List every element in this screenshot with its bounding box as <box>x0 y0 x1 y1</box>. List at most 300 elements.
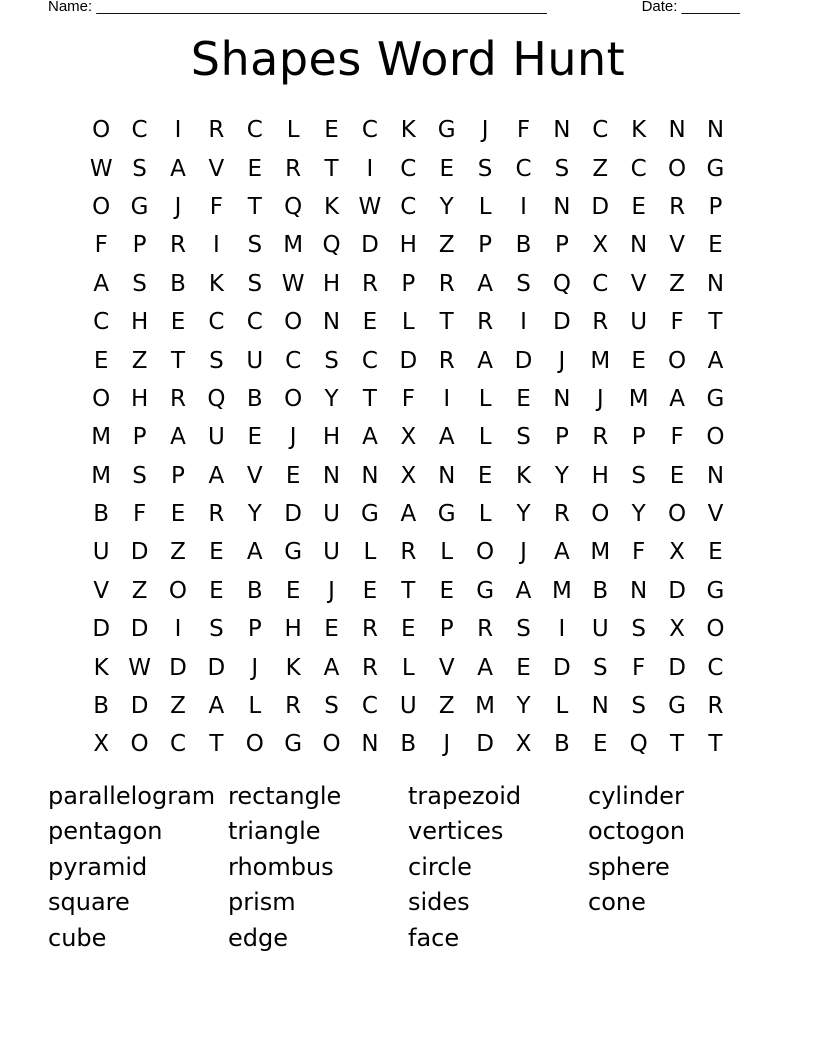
grid-letter[interactable]: F <box>132 501 147 528</box>
grid-letter[interactable]: R <box>361 270 378 297</box>
grid-letter[interactable]: T <box>247 193 262 220</box>
grid-letter[interactable]: S <box>247 270 263 297</box>
grid-letter[interactable]: Y <box>554 462 569 489</box>
grid-letter[interactable]: Z <box>170 539 186 566</box>
grid-letter[interactable]: N <box>630 232 648 259</box>
grid-letter[interactable]: G <box>361 501 379 528</box>
grid-letter[interactable]: T <box>439 309 454 336</box>
grid-letter[interactable]: L <box>401 309 415 336</box>
grid-letter[interactable]: C <box>246 309 263 336</box>
grid-letter[interactable]: K <box>93 654 109 681</box>
grid-letter[interactable]: S <box>209 347 224 374</box>
grid-letter[interactable]: P <box>132 232 147 259</box>
grid-letter[interactable]: O <box>130 731 149 758</box>
grid-letter[interactable]: L <box>478 501 492 528</box>
word-bank-item: triangle <box>228 817 321 846</box>
grid-letter[interactable]: O <box>668 501 687 528</box>
grid-letter[interactable]: L <box>555 693 569 720</box>
grid-letter[interactable]: E <box>247 424 263 451</box>
grid-letter[interactable]: C <box>246 117 263 144</box>
grid-letter[interactable]: I <box>558 616 566 643</box>
grid-letter[interactable]: N <box>630 577 648 604</box>
grid-letter[interactable]: E <box>593 731 608 758</box>
grid-letter[interactable]: G <box>668 693 686 720</box>
grid-letter[interactable]: K <box>208 270 224 297</box>
grid-letter[interactable]: X <box>592 232 609 259</box>
grid-letter[interactable]: T <box>401 577 416 604</box>
grid-letter[interactable]: G <box>706 155 725 182</box>
grid-letter[interactable]: N <box>668 117 686 144</box>
grid-letter[interactable]: N <box>322 309 341 336</box>
grid-letter[interactable]: U <box>399 693 417 720</box>
grid-letter[interactable]: E <box>285 577 301 604</box>
grid-letter[interactable]: X <box>93 731 110 758</box>
grid-letter[interactable]: C <box>169 731 186 758</box>
grid-letter[interactable]: L <box>248 693 262 720</box>
grid-letter[interactable]: U <box>591 616 609 643</box>
grid-letter[interactable]: Z <box>592 155 609 182</box>
grid-letter[interactable]: Y <box>439 193 454 220</box>
grid-letter[interactable]: S <box>324 693 339 720</box>
grid-letter[interactable]: I <box>366 155 374 182</box>
grid-letter[interactable]: G <box>284 539 303 566</box>
grid-letter[interactable]: S <box>132 270 147 297</box>
grid-letter[interactable]: F <box>632 654 646 681</box>
grid-letter[interactable]: R <box>285 155 302 182</box>
grid-letter[interactable]: E <box>439 577 454 604</box>
grid-letter[interactable]: E <box>170 501 186 528</box>
grid-letter[interactable]: F <box>632 539 646 566</box>
grid-letter[interactable]: D <box>514 347 533 374</box>
grid-letter[interactable]: P <box>554 232 569 259</box>
grid-letter[interactable]: Q <box>322 232 341 259</box>
grid-letter[interactable]: N <box>706 117 725 144</box>
grid-letter[interactable]: Y <box>324 385 339 412</box>
grid-letter[interactable]: L <box>363 539 377 566</box>
grid-letter[interactable]: V <box>438 654 455 681</box>
grid-letter[interactable]: Q <box>552 270 571 297</box>
grid-letter[interactable]: T <box>708 309 723 336</box>
grid-letter[interactable]: V <box>208 155 225 182</box>
grid-letter[interactable]: S <box>592 654 608 681</box>
grid-letter[interactable]: R <box>285 693 302 720</box>
grid-letter[interactable]: G <box>476 577 495 604</box>
grid-letter[interactable]: S <box>631 693 646 720</box>
grid-letter[interactable]: P <box>708 193 723 220</box>
grid-letter[interactable]: T <box>708 731 723 758</box>
grid-letter[interactable]: D <box>130 616 149 643</box>
grid-letter[interactable]: G <box>706 577 725 604</box>
grid-letter[interactable]: B <box>515 232 532 259</box>
grid-letter[interactable]: T <box>670 731 685 758</box>
grid-letter[interactable]: O <box>591 501 610 528</box>
grid-letter[interactable]: V <box>630 270 647 297</box>
grid-letter[interactable]: F <box>670 309 684 336</box>
grid-letter[interactable]: R <box>438 270 455 297</box>
word-bank-item: vertices <box>408 817 504 846</box>
grid-letter[interactable]: A <box>669 385 685 412</box>
grid-letter[interactable]: X <box>400 462 417 489</box>
grid-letter[interactable]: E <box>362 577 378 604</box>
grid-letter[interactable]: A <box>515 577 532 604</box>
grid-letter[interactable]: K <box>285 654 301 681</box>
grid-letter[interactable]: B <box>170 270 186 297</box>
word-bank-item: circle <box>408 852 472 881</box>
grid-letter[interactable]: O <box>168 577 188 604</box>
grid-letter[interactable]: D <box>361 232 379 259</box>
grid-letter[interactable]: Z <box>438 232 455 259</box>
grid-letter[interactable]: C <box>400 155 417 182</box>
grid-letter[interactable]: D <box>668 654 686 681</box>
grid-letter[interactable]: D <box>591 193 610 220</box>
grid-letter[interactable]: Y <box>516 693 531 720</box>
grid-letter[interactable]: O <box>668 155 687 182</box>
grid-letter[interactable]: Y <box>247 501 262 528</box>
grid-letter[interactable]: B <box>400 731 417 758</box>
grid-letter[interactable]: X <box>515 731 532 758</box>
grid-letter[interactable]: V <box>93 577 110 604</box>
grid-letter[interactable]: L <box>286 117 300 144</box>
grid-letter[interactable]: D <box>399 347 418 374</box>
grid-letter[interactable]: M <box>590 347 611 374</box>
grid-letter[interactable]: R <box>361 654 378 681</box>
grid-letter[interactable]: G <box>130 193 149 220</box>
grid-letter[interactable]: P <box>554 424 569 451</box>
grid-letter[interactable]: I <box>174 117 182 144</box>
grid-letter[interactable]: J <box>520 539 527 566</box>
grid-letter[interactable]: V <box>246 462 263 489</box>
grid-letter[interactable]: K <box>323 193 340 220</box>
date-field[interactable]: Date: _______ <box>641 0 740 15</box>
word-bank-item: trapezoid <box>408 782 522 810</box>
grid-letter[interactable]: E <box>708 232 723 259</box>
grid-letter[interactable]: J <box>481 117 489 144</box>
grid-letter[interactable]: F <box>209 193 223 220</box>
grid-letter[interactable]: U <box>92 539 110 566</box>
grid-letter[interactable]: A <box>438 424 455 451</box>
grid-letter[interactable]: D <box>92 616 111 643</box>
page-title: Shapes Word Hunt <box>190 32 626 86</box>
grid-letter[interactable]: N <box>553 117 571 144</box>
grid-letter[interactable]: S <box>324 347 339 374</box>
grid-letter[interactable]: X <box>400 424 417 451</box>
grid-letter[interactable]: S <box>247 232 263 259</box>
grid-letter[interactable]: R <box>438 347 455 374</box>
grid-letter[interactable]: C <box>400 193 417 220</box>
grid-letter[interactable]: O <box>284 309 303 336</box>
grid-letter[interactable]: D <box>553 309 571 336</box>
grid-letter[interactable]: N <box>553 193 571 220</box>
grid-letter[interactable]: A <box>477 347 493 374</box>
grid-letter[interactable]: R <box>592 309 609 336</box>
grid-letter[interactable]: J <box>558 347 566 374</box>
grid-letter[interactable]: I <box>520 309 527 336</box>
grid-letter[interactable]: E <box>362 309 378 336</box>
grid-letter[interactable]: P <box>631 424 646 451</box>
grid-letter[interactable]: E <box>93 347 109 374</box>
grid-letter[interactable]: H <box>130 385 149 412</box>
grid-letter[interactable]: T <box>324 155 339 182</box>
grid-letter[interactable]: P <box>478 232 493 259</box>
grid-letter[interactable]: R <box>553 501 570 528</box>
grid-letter[interactable]: F <box>516 117 531 144</box>
grid-letter[interactable]: K <box>400 117 416 144</box>
grid-letter[interactable]: R <box>592 424 609 451</box>
grid-letter[interactable]: E <box>401 616 416 643</box>
grid-letter[interactable]: H <box>284 616 302 643</box>
grid-letter[interactable]: B <box>93 693 110 720</box>
grid-letter[interactable]: F <box>401 385 415 412</box>
grid-letter[interactable]: M <box>283 232 304 259</box>
grid-letter[interactable]: F <box>94 232 108 259</box>
grid-letter[interactable]: M <box>475 693 496 720</box>
grid-letter[interactable]: W <box>358 193 382 220</box>
grid-letter[interactable]: S <box>631 462 646 489</box>
grid-letter[interactable]: O <box>284 385 303 412</box>
grid-letter[interactable]: J <box>328 577 335 604</box>
grid-letter[interactable]: M <box>628 385 649 412</box>
grid-letter[interactable]: G <box>437 117 456 144</box>
grid-letter[interactable]: N <box>361 731 379 758</box>
grid-letter[interactable]: B <box>93 501 110 528</box>
grid-letter[interactable]: N <box>553 385 571 412</box>
grid-letter[interactable]: S <box>477 155 493 182</box>
grid-letter[interactable]: G <box>437 501 456 528</box>
grid-letter[interactable]: O <box>476 539 495 566</box>
grid-letter[interactable]: A <box>170 155 186 182</box>
grid-letter[interactable]: Y <box>516 501 531 528</box>
grid-letter[interactable]: R <box>169 385 186 412</box>
grid-letter[interactable]: C <box>361 347 378 374</box>
grid-letter[interactable]: P <box>132 424 147 451</box>
grid-letter[interactable]: R <box>477 309 494 336</box>
grid-letter[interactable]: E <box>285 462 301 489</box>
grid-letter[interactable]: E <box>324 616 339 643</box>
grid-letter[interactable]: E <box>516 385 531 412</box>
grid-letter[interactable]: O <box>706 616 725 643</box>
grid-letter[interactable]: P <box>171 462 185 489</box>
grid-letter[interactable]: D <box>169 654 187 681</box>
name-field[interactable]: Name: ______________________________________________________ <box>48 0 547 15</box>
grid-letter[interactable]: D <box>668 577 686 604</box>
grid-letter[interactable]: H <box>322 424 341 451</box>
grid-letter[interactable]: T <box>170 347 185 374</box>
grid-letter[interactable]: P <box>401 270 416 297</box>
grid-letter[interactable]: B <box>246 385 263 412</box>
grid-letter[interactable]: D <box>476 731 494 758</box>
grid-letter[interactable]: J <box>174 193 182 220</box>
grid-letter[interactable]: O <box>668 347 687 374</box>
grid-letter[interactable]: Y <box>631 501 646 528</box>
grid-letter[interactable]: C <box>592 117 609 144</box>
grid-letter[interactable]: J <box>596 385 604 412</box>
grid-letter[interactable]: O <box>245 731 264 758</box>
grid-letter[interactable]: H <box>591 462 609 489</box>
grid-letter[interactable]: A <box>477 270 493 297</box>
grid-letter[interactable]: S <box>132 155 147 182</box>
grid-letter[interactable]: N <box>591 693 609 720</box>
grid-letter[interactable]: Z <box>170 693 186 720</box>
grid-letter[interactable]: W <box>128 654 151 681</box>
grid-letter[interactable]: I <box>520 193 527 220</box>
grid-letter[interactable]: E <box>516 654 531 681</box>
grid-letter[interactable]: N <box>322 462 341 489</box>
grid-letter[interactable]: Z <box>131 347 148 374</box>
grid-letter[interactable]: K <box>631 117 647 144</box>
grid-letter[interactable]: H <box>322 270 341 297</box>
grid-letter[interactable]: J <box>251 654 259 681</box>
grid-letter[interactable]: N <box>438 462 456 489</box>
word-bank-item: prism <box>228 888 296 917</box>
grid-letter[interactable]: A <box>362 424 378 451</box>
grid-letter[interactable]: E <box>669 462 685 489</box>
grid-letter[interactable]: S <box>631 616 646 643</box>
word-bank-item: rhombus <box>228 852 334 881</box>
grid-letter[interactable]: S <box>516 616 531 643</box>
grid-letter[interactable]: G <box>706 385 725 412</box>
grid-letter[interactable]: O <box>322 731 341 758</box>
grid-letter[interactable]: Q <box>629 731 648 758</box>
grid-letter[interactable]: G <box>284 731 303 758</box>
grid-letter[interactable]: L <box>440 539 454 566</box>
grid-letter[interactable]: I <box>443 385 451 412</box>
grid-letter[interactable]: E <box>631 193 646 220</box>
grid-letter[interactable]: C <box>131 117 148 144</box>
grid-letter[interactable]: O <box>706 424 725 451</box>
word-bank-item: sphere <box>588 852 670 881</box>
grid-letter[interactable]: U <box>207 424 225 451</box>
grid-letter[interactable]: E <box>439 155 454 182</box>
grid-letter[interactable]: E <box>209 539 224 566</box>
grid-letter[interactable]: K <box>515 462 532 489</box>
grid-letter[interactable]: S <box>209 616 224 643</box>
grid-letter[interactable]: U <box>246 347 264 374</box>
grid-letter[interactable]: Q <box>207 385 226 412</box>
grid-letter[interactable]: A <box>323 654 340 681</box>
grid-letter[interactable]: M <box>91 424 112 451</box>
grid-letter[interactable]: F <box>670 424 684 451</box>
grid-letter[interactable]: R <box>208 117 225 144</box>
grid-letter[interactable]: E <box>631 347 646 374</box>
grid-letter[interactable]: B <box>553 731 570 758</box>
grid-letter[interactable]: A <box>707 347 724 374</box>
grid-letter[interactable]: R <box>477 616 494 643</box>
grid-letter[interactable]: I <box>212 232 220 259</box>
grid-letter[interactable]: C <box>361 117 378 144</box>
grid-letter[interactable]: P <box>439 616 454 643</box>
grid-letter[interactable]: U <box>630 309 648 336</box>
grid-letter[interactable]: L <box>478 385 492 412</box>
grid-letter[interactable]: C <box>208 309 225 336</box>
grid-letter[interactable]: D <box>553 654 571 681</box>
grid-letter[interactable]: S <box>516 270 531 297</box>
grid-letter[interactable]: R <box>669 193 686 220</box>
grid-letter[interactable]: D <box>207 654 226 681</box>
grid-letter[interactable]: D <box>130 693 149 720</box>
grid-letter[interactable]: M <box>91 462 112 489</box>
grid-letter[interactable]: A <box>246 539 263 566</box>
grid-letter[interactable]: D <box>284 501 302 528</box>
grid-letter[interactable]: R <box>361 616 378 643</box>
grid-letter[interactable]: E <box>324 117 339 144</box>
grid-letter[interactable]: O <box>92 117 111 144</box>
grid-letter[interactable]: W <box>281 270 305 297</box>
grid-letter[interactable]: L <box>478 424 492 451</box>
grid-letter[interactable]: N <box>706 462 725 489</box>
grid-letter[interactable]: O <box>92 193 111 220</box>
grid-letter[interactable]: B <box>246 577 263 604</box>
grid-letter[interactable]: C <box>361 693 378 720</box>
grid-letter[interactable]: J <box>443 731 451 758</box>
grid-letter[interactable]: N <box>706 270 725 297</box>
grid-letter[interactable]: H <box>399 232 417 259</box>
grid-letter[interactable]: S <box>554 155 570 182</box>
grid-letter[interactable]: S <box>516 424 531 451</box>
grid-letter[interactable]: Z <box>131 577 148 604</box>
grid-letter[interactable]: U <box>323 501 340 528</box>
grid-letter[interactable]: P <box>247 616 262 643</box>
grid-letter[interactable]: A <box>208 693 225 720</box>
grid-letter[interactable]: A <box>554 539 570 566</box>
grid-letter[interactable]: C <box>592 270 609 297</box>
grid-letter[interactable]: R <box>208 501 225 528</box>
grid-letter[interactable]: C <box>93 309 110 336</box>
grid-letter[interactable]: Z <box>669 270 685 297</box>
grid-letter[interactable]: E <box>708 539 723 566</box>
grid-letter[interactable]: M <box>551 577 572 604</box>
grid-letter[interactable]: X <box>669 616 685 643</box>
grid-letter[interactable]: N <box>361 462 379 489</box>
grid-letter[interactable]: Z <box>438 693 455 720</box>
grid-letter[interactable]: V <box>669 232 685 259</box>
grid-letter[interactable]: I <box>174 616 182 643</box>
grid-letter[interactable]: U <box>323 539 340 566</box>
grid-letter[interactable]: C <box>515 155 532 182</box>
grid-letter[interactable]: V <box>707 501 724 528</box>
grid-letter[interactable]: E <box>209 577 224 604</box>
grid-letter[interactable]: H <box>130 309 149 336</box>
grid-letter[interactable]: M <box>590 539 611 566</box>
grid-letter[interactable]: J <box>289 424 297 451</box>
grid-letter[interactable]: O <box>92 385 111 412</box>
grid-letter[interactable]: D <box>130 539 149 566</box>
grid-letter[interactable]: L <box>478 193 492 220</box>
grid-letter[interactable]: R <box>400 539 417 566</box>
grid-letter[interactable]: T <box>362 385 377 412</box>
grid-letter[interactable]: R <box>707 693 724 720</box>
grid-letter[interactable]: L <box>401 654 415 681</box>
grid-letter[interactable]: E <box>477 462 493 489</box>
grid-letter[interactable]: E <box>247 155 263 182</box>
grid-letter[interactable]: A <box>170 424 186 451</box>
grid-letter[interactable]: A <box>93 270 110 297</box>
grid-letter[interactable]: S <box>132 462 147 489</box>
grid-letter[interactable]: C <box>630 155 647 182</box>
grid-letter[interactable]: W <box>89 155 113 182</box>
grid-letter[interactable]: C <box>707 654 724 681</box>
grid-letter[interactable]: B <box>592 577 609 604</box>
grid-letter[interactable]: A <box>400 501 417 528</box>
grid-letter[interactable]: R <box>169 232 186 259</box>
grid-letter[interactable]: T <box>209 731 224 758</box>
grid-letter[interactable]: Q <box>284 193 303 220</box>
grid-letter[interactable]: A <box>477 654 493 681</box>
grid-letter[interactable]: E <box>170 309 186 336</box>
grid-letter[interactable]: A <box>208 462 225 489</box>
grid-letter[interactable]: X <box>669 539 685 566</box>
grid-letter[interactable]: C <box>285 347 302 374</box>
word-bank-item: rectangle <box>228 782 342 810</box>
